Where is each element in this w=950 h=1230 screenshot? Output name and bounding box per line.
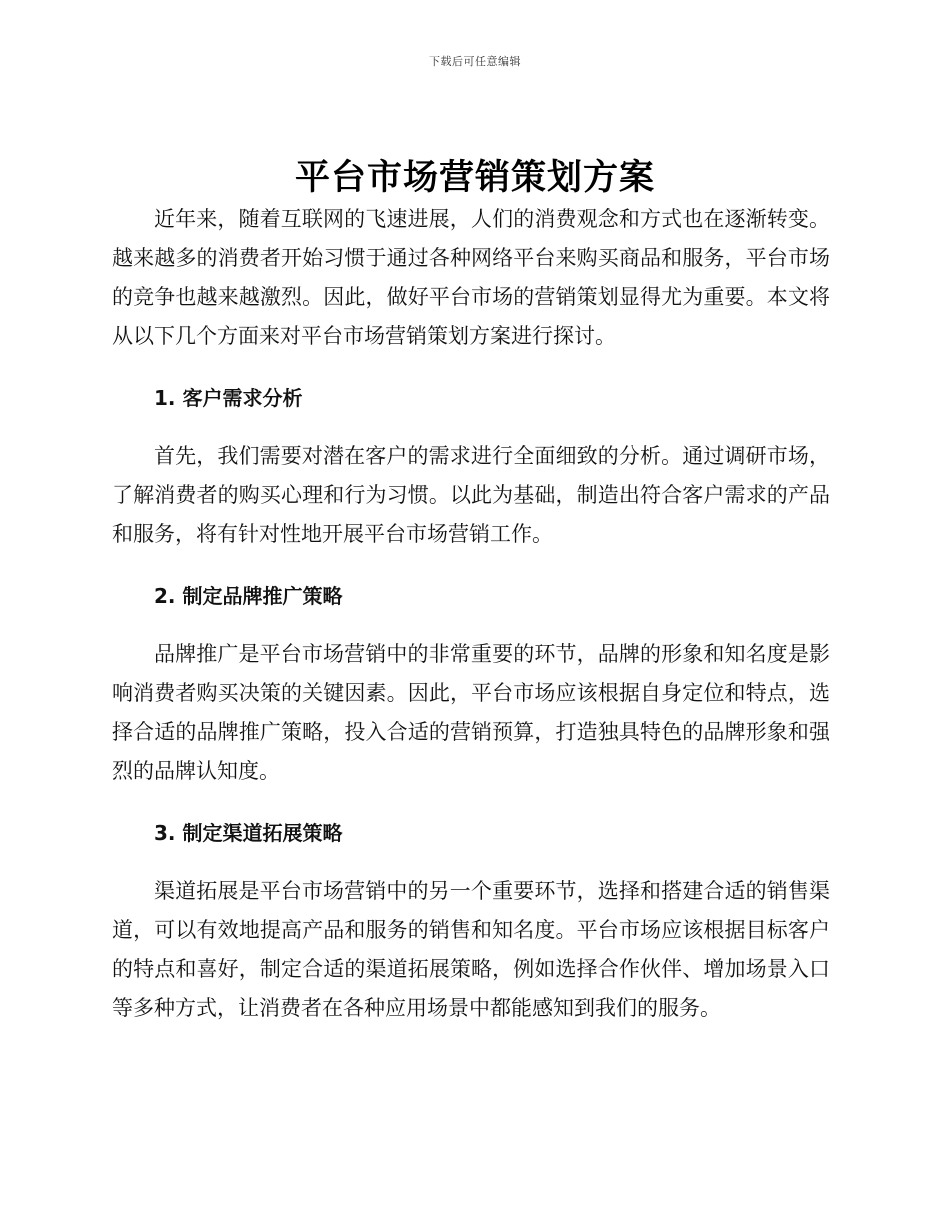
- header-note: 下载后可任意编辑: [429, 55, 521, 68]
- section-paragraph-customer-needs: 首先，我们需要对潜在客户的需求进行全面细致的分析。通过调研市场，了解消费者的购买心理和行为习惯。以此为基础，制造出符合客户需求的产品和服务，将有针对性地开展平台市场营销工作。: [112, 444, 830, 546]
- section-paragraph-brand-promotion: 品牌推广是平台市场营销中的非常重要的环节，品牌的形象和知名度是影响消费者购买决策的关键因素。因此，平台市场应该根据自身定位和特点，选择合适的品牌推广策略，投入合适的营销预算，打造独具特色的品牌形象和强烈的品牌认知度。: [112, 642, 830, 783]
- document-title: 平台市场营销策划方案: [294, 158, 655, 198]
- section-heading-channel-expansion: 3. 制定渠道拓展策略: [154, 821, 343, 845]
- section-heading-customer-needs: 1. 客户需求分析: [154, 386, 303, 410]
- section-paragraph-channel-expansion: 渠道拓展是平台市场营销中的另一个重要环节，选择和搭建合适的销售渠道，可以有效地提高产品和服务的销售和知名度。平台市场应该根据目标客户的特点和喜好，制定合适的渠道拓展策略，例如选择合作伙伴、增加场景入口等多种方式，让消费者在各种应用场景中都能感知到我们的服务。: [112, 879, 830, 1020]
- intro-paragraph: 近年来，随着互联网的飞速进展，人们的消费观念和方式也在逐渐转变。越来越多的消费者开始习惯于通过各种网络平台来购买商品和服务，平台市场的竞争也越来越激烈。因此，做好平台市场的营销策划显得尤为重要。本文将从以下几个方面来对平台市场营销策划方案进行探讨。: [112, 207, 830, 348]
- document-body: [112, 200, 830, 1028]
- section-heading-brand-promotion: 2. 制定品牌推广策略: [154, 584, 343, 608]
